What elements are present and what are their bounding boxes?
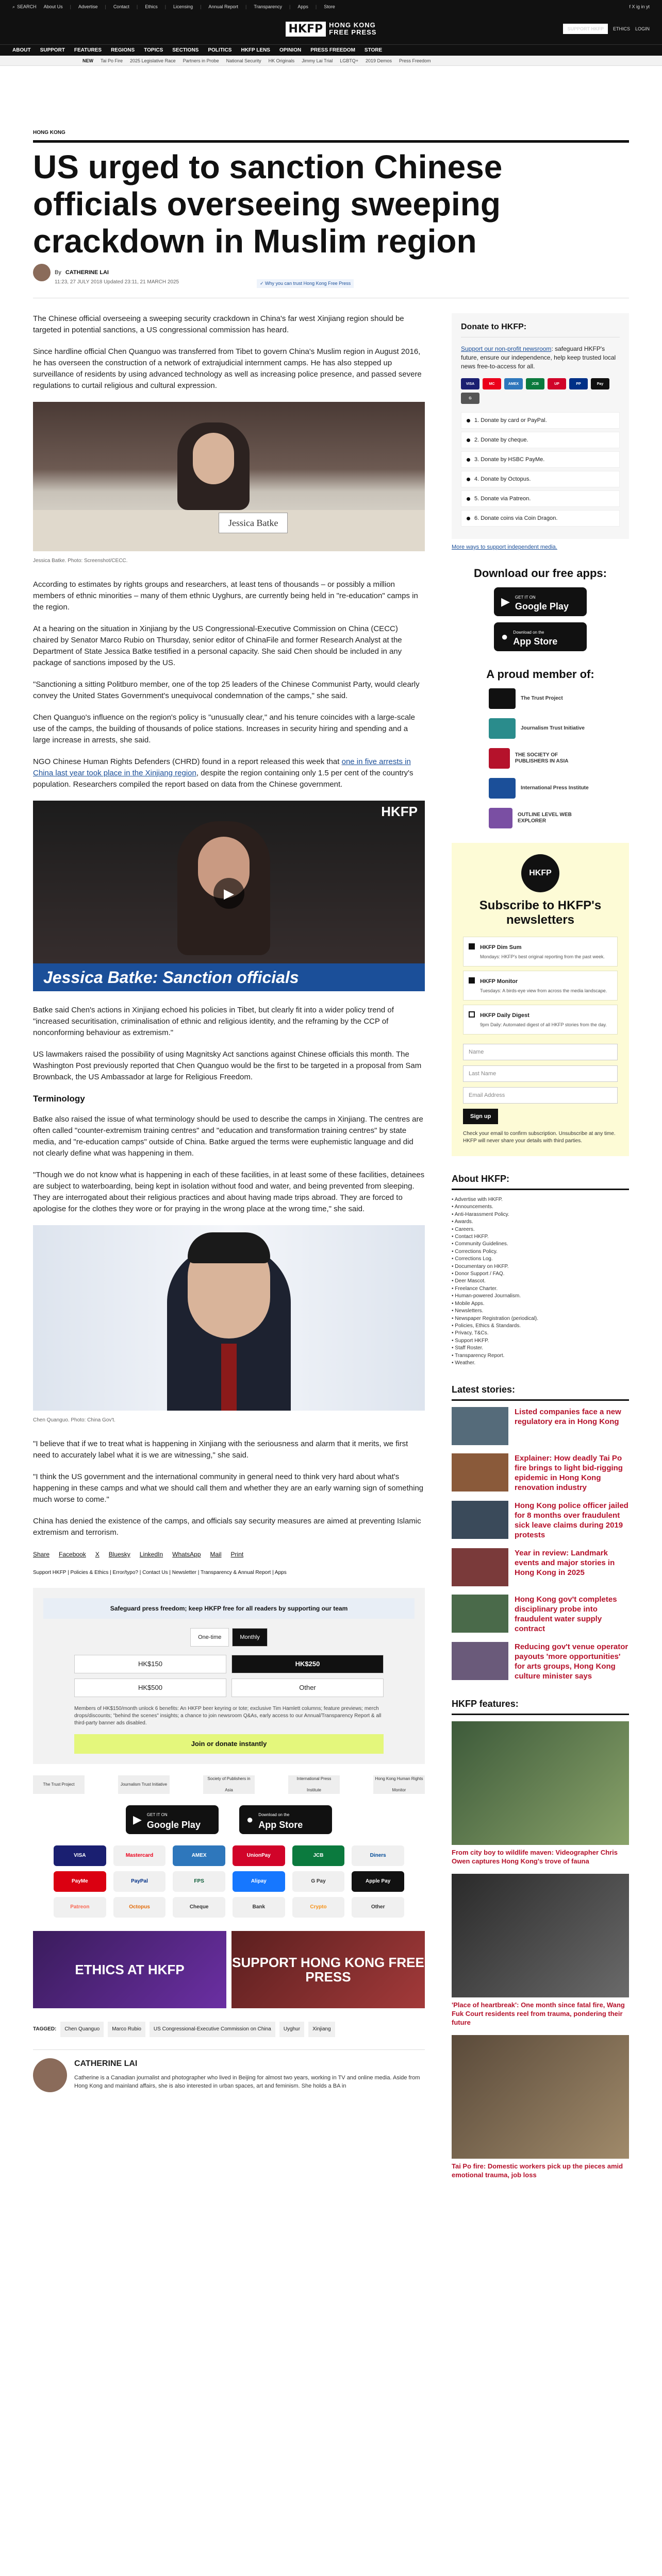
tab-monthly[interactable]: Monthly (232, 1628, 268, 1647)
article-image (33, 402, 425, 551)
story-item[interactable]: Year in review: Landmark events and major stories in Hong Kong in 2025 (452, 1548, 629, 1586)
logo-line2: FREE PRESS (329, 28, 377, 36)
member-logo[interactable]: International Press Institute (489, 778, 592, 799)
donate-option[interactable]: 4. Donate by Octopus. (461, 471, 620, 487)
about-link[interactable]: • Contact HKFP. (452, 1233, 629, 1241)
tag[interactable]: Marco Rubio (108, 2022, 145, 2037)
nav-item[interactable]: SUPPORT (40, 47, 65, 53)
share-mail[interactable]: Mail (210, 1551, 222, 1558)
logo-line1: HONG KONG (329, 21, 376, 29)
donate-link[interactable]: Support our non-profit newsroom (461, 345, 552, 352)
utility-link[interactable]: Advertise (78, 4, 98, 9)
member-logo[interactable]: Journalism Trust Initiative (489, 718, 592, 739)
checkbox-checked-icon[interactable] (469, 977, 475, 984)
apple-icon: ● (501, 630, 508, 643)
about-link[interactable]: • Freelance Charter. (452, 1285, 629, 1293)
paragraph: Batke also raised the issue of what terminology should be used to describe the camps in Xinjiang. The centres are often called "counter-extremism training centres" and "education and transformation training centres" by state media, and "re-education camps" outside of China. Batke argued the terms were euphemistic language and did not clearly define what was happening in them. (33, 1115, 423, 1158)
newsletter-note: Check your email to confirm subscription. Unsubscribe at any time. HKFP will never share your details with third parties. (463, 1131, 616, 1144)
feature-image[interactable] (452, 1874, 629, 1997)
donate-card: Donate to HKFP: Support our non-profit newsroom: safeguard HKFP's future, ensure our independence, help keep trusted local news free-to-access for all. VISA MC AMEX JCB UP PP Pay G 1. Donate by card or PayPal. 2. Donate by cheque. 3. Donate by HSBC PayMe. 4. Donate by Octopus. 5. Donate via Patreon. 6. Donate coins via Coin Dragon. (452, 313, 629, 539)
payment-logo: Other (352, 1897, 404, 1918)
newsletter-title: Subscribe to HKFP's newsletters (479, 899, 602, 927)
app-store-badge[interactable]: ● Download on the App Store (494, 622, 587, 651)
ethics-banner[interactable]: ETHICS AT HKFP (33, 1931, 226, 2008)
sopa-icon (489, 748, 510, 769)
new-label: NEW (82, 58, 93, 63)
checkbox-icon[interactable] (469, 1011, 475, 1018)
mastercard-icon: MC (483, 378, 501, 389)
payment-logo: FPS (173, 1871, 225, 1892)
brand-bar (0, 13, 662, 44)
google-play-badge[interactable]: ▶ GET IT ON Google Play (126, 1805, 219, 1834)
video-title: Jessica Batke: Sanction officials (33, 963, 425, 991)
share-whatsapp[interactable]: WhatsApp (172, 1551, 201, 1558)
paragraph: At a hearing on the situation in Xinjiang by the US Congressional-Executive Commission on China (CECC) chaired by Senator Marco Rubio on Thursday, senior editor of ChinaFile and former Research Analyst at the Department of State Jessica Batke testified in a personal capacity. She said Chen should be included in any package of sanctions imposed by the US. (33, 624, 402, 667)
image-caption: Chen Quanguo. Photo: China Gov't. (33, 1417, 115, 1423)
trending-link[interactable]: HK Originals (268, 58, 295, 63)
more-ways-link[interactable]: More ways to support independent media. (452, 544, 557, 550)
author-photo (33, 2058, 67, 2092)
social-icons[interactable]: f X ig in yt (629, 4, 650, 9)
article-body (33, 313, 425, 2100)
nav-item[interactable]: TOPICS (144, 47, 163, 53)
story-item[interactable]: Hong Kong police officer jailed for 8 months over fraudulent sick leave claims during 2019 protests (452, 1501, 629, 1540)
member-logo[interactable]: The Trust Project (489, 688, 592, 709)
play-icon[interactable]: ▶ (213, 878, 244, 909)
about-link[interactable]: • Newspaper Registration (periodical). (452, 1315, 629, 1323)
author-bio: Catherine is a Canadian journalist and photographer who lived in Beijing for almost two years, working in TV and online media. Aside from Hong Kong and mainland affairs, she is also interested in urban spaces, art and feminism. She holds a BA in (74, 2075, 420, 2089)
site-logo[interactable] (286, 22, 377, 37)
speaker-face (193, 433, 234, 484)
paragraph: Since hardline official Chen Quanguo was transferred from Tibet to govern China's Muslim region in August 2016, he has overseen the construction of a network of extrajudicial internment camps. He has also stepped up surveillance of residents by using advanced technology as well as increasing police presence, and passed severe regulations to curtail religious and cultural expression. (33, 347, 422, 390)
why-trust-link[interactable]: ✓ Why you can trust Hong Kong Free Press (257, 279, 354, 288)
payment-logo: AMEX (173, 1845, 225, 1866)
about-link[interactable]: • Documentary on HKFP. (452, 1263, 629, 1270)
partner-logo[interactable]: International Press Institute (288, 1775, 340, 1794)
story-item[interactable]: Listed companies face a new regulatory era in Hong Kong (452, 1407, 629, 1445)
about-link[interactable]: • Corrections Log. (452, 1256, 629, 1263)
donate-option[interactable]: 1. Donate by card or PayPal. (461, 412, 620, 429)
story-thumbnail (452, 1407, 508, 1445)
donate-option[interactable]: 2. Donate by cheque. (461, 432, 620, 448)
about-link[interactable]: • Deer Mascot. (452, 1278, 629, 1285)
utility-link[interactable]: Annual Report (208, 4, 238, 9)
partner-logo[interactable]: Journalism Trust Initiative (118, 1775, 170, 1794)
video-badge: HKFP (381, 804, 418, 819)
section-rule (33, 140, 629, 143)
utility-link[interactable]: Licensing (173, 4, 193, 9)
about-link[interactable]: • Corrections Policy. (452, 1248, 629, 1256)
feature-image[interactable] (452, 1721, 629, 1845)
amount-option[interactable]: HK$150 (74, 1655, 226, 1673)
play-store-icon: ▶ (133, 1813, 142, 1826)
byline (33, 264, 179, 285)
tab-one-time[interactable]: One-time (190, 1628, 229, 1647)
trending-link[interactable]: Partners in Probe (183, 58, 219, 63)
utility-link[interactable]: Apps (297, 4, 308, 9)
nav-item[interactable]: STORE (364, 47, 383, 53)
member-logo[interactable]: OUTLINE LEVEL WEB EXPLORER (489, 808, 592, 828)
donate-option[interactable]: 3. Donate by HSBC PayMe. (461, 451, 620, 468)
jcb-icon: JCB (526, 378, 544, 389)
signup-button[interactable]: Sign up (463, 1109, 498, 1124)
story-thumbnail (452, 1453, 508, 1492)
about-link[interactable]: • Community Guidelines. (452, 1241, 629, 1248)
newsletter-option[interactable]: HKFP Dim Sum Mondays: HKFP's best original reporting from the past week. (463, 937, 618, 967)
page-title: US urged to sanction Chinese officials overseeing sweeping crackdown in Muslim region (33, 148, 503, 260)
nav-item[interactable]: REGIONS (111, 47, 135, 53)
bullet-icon (467, 419, 470, 422)
payment-logo: Cheque (173, 1897, 225, 1918)
applepay-icon: Pay (591, 378, 609, 389)
search-button[interactable]: ⌕ SEARCH (12, 4, 37, 9)
payment-logo: Diners (352, 1845, 404, 1866)
paragraph: "Though we do not know what is happening in each of these facilities, in at least some of these facilities, detainees are subject to waterboarding, being kept in isolation without food and water, and being prevented from sleeping. They are interrogated about their religious practices and about having made trips abroad. They are forced to apologise for the clothes they wore or for praying in the wrong place at the wrong time," she said. (33, 1171, 425, 1213)
story-item[interactable]: Hong Kong gov't completes disciplinary probe into fraudulent water supply contract (452, 1595, 629, 1634)
checkbox-checked-icon[interactable] (469, 943, 475, 950)
bullet-icon (467, 478, 470, 481)
payment-logo: JCB (292, 1845, 345, 1866)
paragraph: "I believe that if we to treat what is happening in Xinjiang with the seriousness and alarm that it merits, we first need to accurately label what it is we are witnessing," she said. (33, 1439, 408, 1460)
features-title: HKFP features: (452, 1699, 629, 1715)
trending-link[interactable]: LGBTQ+ (340, 58, 358, 63)
about-link[interactable]: • Donor Support / FAQ. (452, 1270, 629, 1278)
partner-logo[interactable]: Hong Kong Human Rights Monitor (373, 1775, 425, 1794)
payment-logo: Mastercard (113, 1845, 166, 1866)
utility-link[interactable]: Transparency (254, 4, 283, 9)
partner-logos (33, 1775, 425, 1794)
payment-logo: PayPal (113, 1871, 166, 1892)
about-link[interactable]: • Human-powered Journalism. (452, 1293, 629, 1300)
donate-title: Donate to HKFP: (461, 323, 620, 337)
proud-member-title: A proud member of: (486, 668, 594, 681)
donation-box (33, 1588, 425, 1764)
share-facebook[interactable]: Facebook (59, 1551, 86, 1558)
jti-icon (489, 718, 516, 739)
share-x[interactable]: X (95, 1551, 100, 1558)
bullet-icon (467, 458, 470, 462)
payment-logos (54, 1845, 404, 1918)
nav-item[interactable]: OPINION (279, 47, 302, 53)
unionpay-icon: UP (548, 378, 566, 389)
visa-icon: VISA (461, 378, 479, 389)
publish-dates: 11:23, 27 JULY 2018 Updated 23:11, 21 MARCH 2025 (55, 279, 179, 285)
newsletter-option[interactable]: HKFP Daily Digest 9pm Daily: Automated digest of all HKFP stories from the day. (463, 1005, 618, 1035)
features-list (452, 1699, 629, 2179)
nameplate: Jessica Batke (219, 513, 288, 533)
tag[interactable]: US Congressional-Executive Commission on China (150, 2022, 275, 2037)
about-link[interactable]: • Policies, Ethics & Standards. (452, 1323, 629, 1330)
tags-label: TAGGED: (33, 2026, 57, 2032)
tag[interactable]: Uyghur (279, 2022, 304, 2037)
bullet-icon (467, 517, 470, 520)
feature-image[interactable] (452, 2035, 629, 2159)
apple-icon: ● (246, 1813, 254, 1826)
nav-item[interactable]: POLITICS (208, 47, 232, 53)
trending-link[interactable]: Tai Po Fire (101, 58, 123, 63)
latest-stories (452, 1384, 629, 1681)
trending-link[interactable]: Press Freedom (399, 58, 431, 63)
author-avatar (33, 264, 51, 281)
about-link[interactable]: • Announcements. (452, 1204, 629, 1211)
payment-logo: Patreon (54, 1897, 106, 1918)
paragraph: NGO Chinese Human Rights Defenders (CHRD) found in a report released this week that one in five arrests in China last year took place in the Xinjiang region, despite the region containing only 1.5 per cent of the country's population. Researchers compiled the report based on data from the Chinese government. (33, 757, 413, 789)
partner-logo[interactable]: Society of Publishers in Asia (203, 1775, 255, 1794)
byline-prefix: By (55, 269, 61, 276)
payment-logo: Apple Pay (352, 1871, 404, 1892)
paypal-icon: PP (569, 378, 588, 389)
trending-link[interactable]: 2019 Demos (365, 58, 392, 63)
story-thumbnail (452, 1548, 508, 1586)
newsletter-signup (452, 843, 629, 1156)
payment-logo: G Pay (292, 1871, 345, 1892)
about-list (452, 1174, 629, 1367)
tag-list (33, 2022, 425, 2037)
paragraph: Chen Quanguo's influence on the region's policy is "unusually clear," and his tenure coincides with a large-scale use of the camps, the building of thousands of police stations. Increases in security hiring and spending and a large increase in arrests, she said. (33, 713, 415, 744)
utility-bar: ⌕ SEARCH About Us | Advertise | Contact | Ethics | Licensing | Annual Report | Transparency | Apps | Store f X ig in yt (0, 0, 662, 13)
story-thumbnail (452, 1642, 508, 1680)
story-thumbnail (452, 1501, 508, 1539)
nav-item[interactable]: HKFP LENS (241, 47, 270, 53)
support-hkfp-button[interactable]: SUPPORT HKFP (563, 24, 608, 34)
ipi-icon (489, 778, 516, 799)
share-linkedin[interactable]: LinkedIn (139, 1551, 163, 1558)
payment-logo: UnionPay (233, 1845, 285, 1866)
about-link[interactable]: • Transparency Report. (452, 1352, 629, 1360)
about-link[interactable]: • Awards. (452, 1218, 629, 1226)
amount-option[interactable]: Other (231, 1679, 384, 1697)
feature-link[interactable]: From city boy to wildlife maven: Videographer Chris Owen captures Hong Kong's trove of fauna (452, 1849, 618, 1866)
payment-logo: VISA (54, 1845, 106, 1866)
tag[interactable]: Xinjiang (308, 2022, 335, 2037)
about-link[interactable]: • Weather. (452, 1360, 629, 1367)
paragraph: The Chinese official overseeing a sweeping security crackdown in China's far west Xinjiang region should be targeted in potential sanctions, a US congressional commission has heard. (33, 314, 404, 334)
nav-item[interactable]: PRESS FREEDOM (310, 47, 355, 53)
nav-item[interactable]: ABOUT (12, 47, 31, 53)
about-link[interactable]: • Privacy, T&Cs. (452, 1330, 629, 1337)
apps-title: Download our free apps: (474, 567, 607, 580)
bullet-icon (467, 497, 470, 501)
image-caption: Jessica Batke. Photo: Screenshot/CECC. (33, 558, 128, 564)
category-label[interactable]: HONG KONG (33, 130, 65, 135)
donate-option[interactable]: 6. Donate coins via Coin Dragon. (461, 510, 620, 527)
paragraph: According to estimates by rights groups and researchers, at least tens of thousands – or possibly a million members of ethnic minorities – many of them ethnic Uyghurs, are currently being held in "re-education" camps in the region. (33, 580, 418, 612)
nav-item[interactable]: SECTIONS (172, 47, 199, 53)
utility-link[interactable]: Ethics (145, 4, 158, 9)
trending-link[interactable]: 2025 Legislative Race (130, 58, 176, 63)
utility-link[interactable]: About Us (43, 4, 63, 9)
about-link[interactable]: • Advertise with HKFP. (452, 1196, 629, 1204)
story-item[interactable]: Explainer: How deadly Tai Po fire brings to light bid-rigging epidemic in Hong Kong renovation industry (452, 1453, 629, 1493)
portrait-tie (221, 1344, 237, 1411)
share-bluesky[interactable]: Bluesky (108, 1551, 130, 1558)
latest-title: Latest stories: (452, 1384, 629, 1401)
payment-logo: Crypto (292, 1897, 345, 1918)
paragraph: "I think the US government and the international community in general need to think very hard about what's happening in these camps and what we should call them and whether they are an early warning sign of something much worse to come." (33, 1472, 424, 1504)
play-store-icon: ▶ (501, 595, 510, 608)
newsletter-option[interactable]: HKFP Monitor Tuesdays: A birds-eye view from across the media landscape. (463, 971, 618, 1001)
trending-link[interactable]: Jimmy Lai Trial (302, 58, 333, 63)
newsletter-badge: HKFP (521, 854, 559, 892)
nav-item[interactable]: FEATURES (74, 47, 102, 53)
share-bar (33, 1549, 425, 1560)
article-image (33, 1225, 425, 1411)
amount-option[interactable]: HK$250 (231, 1655, 384, 1673)
trending-bar (0, 56, 662, 66)
amount-option[interactable]: HK$500 (74, 1679, 226, 1697)
about-link[interactable]: • Newsletters. (452, 1308, 629, 1315)
story-thumbnail (452, 1595, 508, 1633)
about-link[interactable]: • Support HKFP. (452, 1337, 629, 1345)
story-item[interactable]: Reducing gov't venue operator payouts 'more opportunities' for arts groups, Hong Kong culture minister says (452, 1642, 629, 1681)
paragraph: Batke said Chen's actions in Xinjiang echoed his policies in Tibet, but clearly fit into a wider policy trend of "increased securitisation, criminalisation of ethnic and religious identity, and the reframing by the CCP of nonconforming behaviour as extremism." (33, 1006, 394, 1037)
about-link[interactable]: • Staff Roster. (452, 1345, 629, 1352)
feature-link[interactable]: Tai Po fire: Domestic workers pick up the pieces amid emotional trauma, job loss (452, 2162, 623, 2179)
video-player[interactable] (33, 801, 425, 991)
amex-icon: AMEX (504, 378, 523, 389)
membership-note: Members of HK$150/month unlock 6 benefits: An HKFP beer keyring or tote; exclusive Tim Hamlett columns; feature previews; merch drops/discounts; "behind the scenes" insights; a chance to join newsroom Q&As, early access to our Annual/Transparency Report & all third-party banner ads disabled. (74, 1706, 382, 1726)
donation-heading: Safeguard press freedom; keep HKFP free for all readers by supporting our team (43, 1598, 415, 1619)
donate-option[interactable]: 5. Donate via Patreon. (461, 490, 620, 507)
feature-link[interactable]: 'Place of heartbreak': One month since fatal fire, Wang Fuk Court residents reel from trauma, pondering their future (452, 2001, 625, 2027)
member-icon (489, 808, 512, 828)
about-link[interactable]: • Anti-Harassment Policy. (452, 1211, 629, 1218)
about-title: About HKFP: (452, 1174, 629, 1190)
email-field[interactable]: Email Address (463, 1087, 618, 1104)
share-print[interactable]: Print (230, 1551, 244, 1558)
ethics-link[interactable]: ETHICS (613, 26, 630, 31)
partner-logo[interactable]: The Trust Project (33, 1775, 85, 1794)
app-store-badge[interactable]: ● Download on the App Store (239, 1805, 332, 1834)
paragraph: US lawmakers raised the possibility of using Magnitsky Act sanctions against Chinese officials this month. The Washington Post previously reported that Chen Quanguo would be the first to be targeted in a proposal from Sam Brownback, the US Ambassador at large for Religious Freedom. (33, 1050, 422, 1081)
utility-link[interactable]: Contact (113, 4, 129, 9)
member-logo[interactable]: THE SOCIETY OF PUBLISHERS IN ASIA (489, 748, 592, 769)
utility-link[interactable]: Store (324, 4, 335, 9)
payment-logo: Alipay (233, 1871, 285, 1892)
login-link[interactable]: LOGIN (635, 26, 650, 31)
payment-logo: Bank (233, 1897, 285, 1918)
section-heading: Terminology (33, 1094, 85, 1104)
donate-payment-icons (461, 378, 620, 404)
tag[interactable]: Chen Quanguo (60, 2022, 104, 2037)
about-link[interactable]: • Mobile Apps. (452, 1300, 629, 1308)
google-play-badge[interactable]: ▶ GET IT ON Google Play (494, 587, 587, 616)
last-name-field[interactable]: Last Name (463, 1065, 618, 1082)
trending-link[interactable]: National Security (226, 58, 261, 63)
author-name[interactable]: CATHERINE LAI (74, 2059, 138, 2068)
join-button[interactable]: Join or donate instantly (74, 1734, 384, 1754)
main-nav (0, 44, 662, 56)
support-banner[interactable]: SUPPORT HONG KONG FREE PRESS (231, 1931, 425, 2008)
gpay-icon: G (461, 393, 479, 404)
paragraph: "Sanctioning a sitting Politburo member, one of the top 25 leaders of the Chinese Communist Party, would clearly convey the United States Government's unequivocal condemnation of the camps," she said. (33, 680, 420, 700)
logo-mark: HKFP (286, 22, 326, 37)
bullet-icon (467, 438, 470, 442)
author-box (33, 2049, 425, 2100)
trust-project-icon (489, 688, 516, 709)
support-links[interactable]: Support HKFP | Policies & Ethics | Error/typo? | Contact Us | Newsletter | Transparency & Annual Report | Apps (33, 1570, 287, 1575)
paragraph: China has denied the existence of the camps, and officials say security measures are aimed at preventing Islamic extremism and terrorism. (33, 1517, 421, 1537)
search-icon: ⌕ (12, 4, 15, 9)
name-field[interactable]: Name (463, 1044, 618, 1060)
payment-logo: Octopus (113, 1897, 166, 1918)
about-link[interactable]: • Careers. (452, 1226, 629, 1233)
payment-logo: PayMe (54, 1871, 106, 1892)
author-link[interactable]: CATHERINE LAI (65, 269, 109, 276)
chrd-report-link[interactable]: one in five arrests in China last year took place in the Xinjiang region (33, 757, 411, 777)
share-label: Share (33, 1551, 50, 1558)
promo-banners (33, 1931, 425, 2008)
sidebar (452, 313, 629, 2188)
portrait-hair (188, 1232, 270, 1263)
